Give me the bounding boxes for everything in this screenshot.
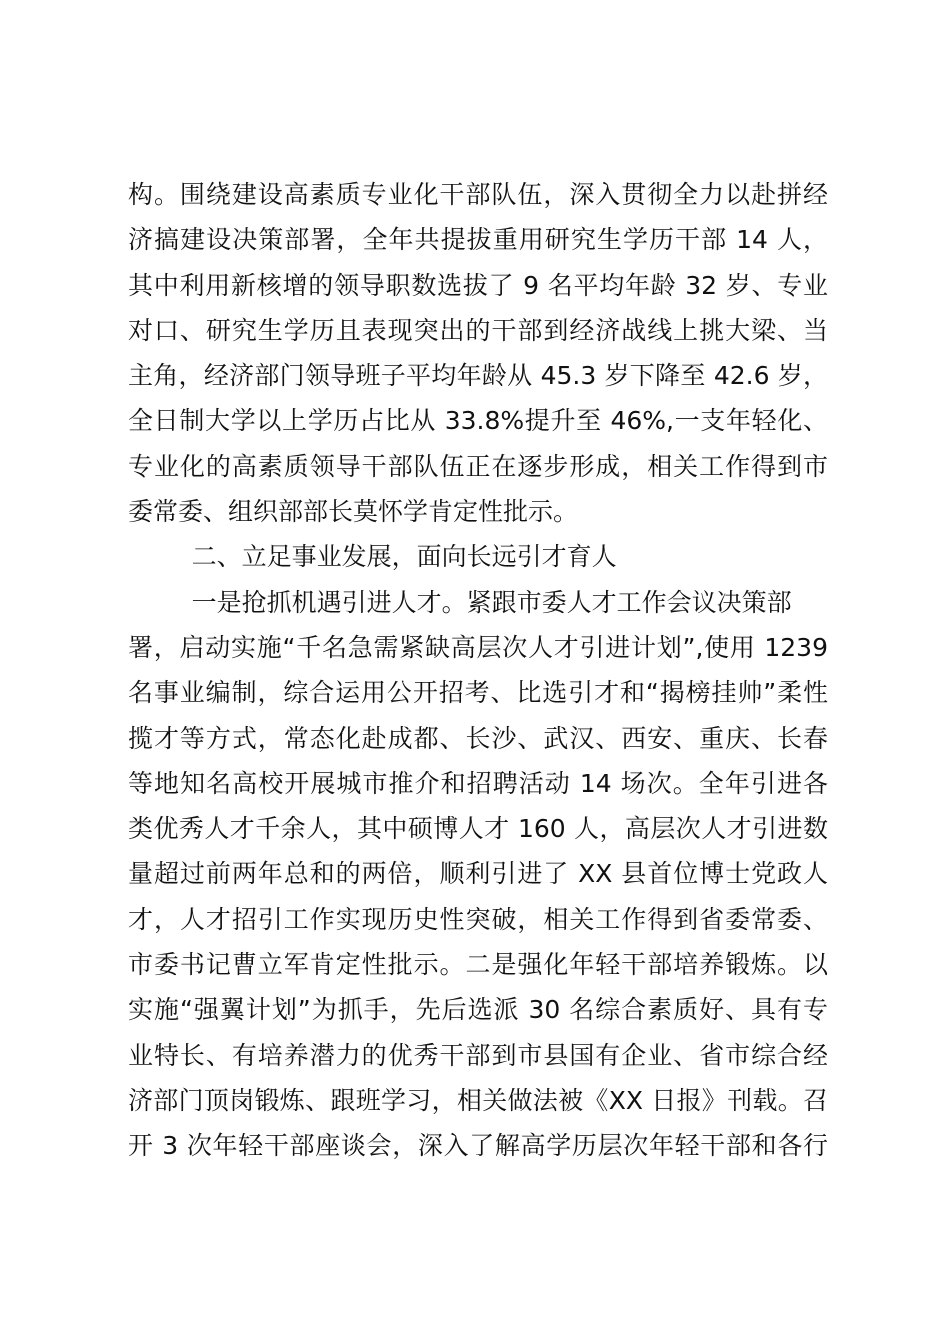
text-line: 署，启动实施“千名急需紧缺高层次人才引进计划”,使用 1239 [128, 632, 828, 662]
section-heading: 二、立足事业发展，面向长远引才育人 [128, 542, 617, 572]
text-line: 类优秀人才千余人，其中硕博人才 160 人，高层次人才引进数 [128, 814, 828, 844]
text-line: 实施“强翼计划”为抓手，先后选派 30 名综合素质好、具有专 [128, 995, 828, 1025]
text-line: 构。围绕建设高素质专业化干部队伍，深入贯彻全力以赴拼经 [128, 180, 828, 209]
text-line: 揽才等方式，常态化赴成都、长沙、武汉、西安、重庆、长春 [128, 723, 828, 753]
text-line: 对口、研究生学历且表现突出的干部到经济战线上挑大梁、当 [128, 315, 828, 345]
text-line: 业特长、有培养潜力的优秀干部到市县国有企业、省市综合经 [128, 1040, 828, 1070]
text-line: 委常委、组织部部长莫怀学肯定性批示。 [128, 497, 579, 527]
text-line: 济部门顶岗锻炼、跟班学习，相关做法被《XX 日报》刊载。召 [128, 1085, 828, 1115]
text-line: 专业化的高素质领导干部队伍正在逐步形成，相关工作得到市 [128, 451, 828, 481]
text-line: 其中利用新核增的领导职数选拔了 9 名平均年龄 32 岁、专业 [128, 270, 828, 300]
body-text [128, 172, 828, 1169]
text-line: 等地知名高校开展城市推介和招聘活动 14 场次。全年引进各 [128, 768, 828, 798]
text-line: 全日制大学以上学历占比从 33.8%提升至 46%,一支年轻化、 [128, 406, 828, 436]
text-line: 济搞建设决策部署，全年共提拔重用研究生学历干部 14 人， [128, 225, 828, 255]
text-line: 名事业编制，综合运用公开招考、比选引才和“揭榜挂帅”柔性 [128, 678, 828, 708]
text-line: 一是抢抓机遇引进人才。紧跟市委人才工作会议决策部 [128, 587, 792, 617]
text-line: 才，人才招引工作实现历史性突破，相关工作得到省委常委、 [128, 904, 828, 934]
text-line: 开 3 次年轻干部座谈会，深入了解高学历层次年轻干部和各行 [128, 1131, 828, 1161]
text-line: 量超过前两年总和的两倍，顺利引进了 XX 县首位博士党政人 [128, 859, 828, 889]
text-line: 主角，经济部门领导班子平均年龄从 45.3 岁下降至 42.6 岁， [128, 361, 828, 391]
text-line: 市委书记曹立军肯定性批示。二是强化年轻干部培养锻炼。以 [128, 950, 828, 980]
